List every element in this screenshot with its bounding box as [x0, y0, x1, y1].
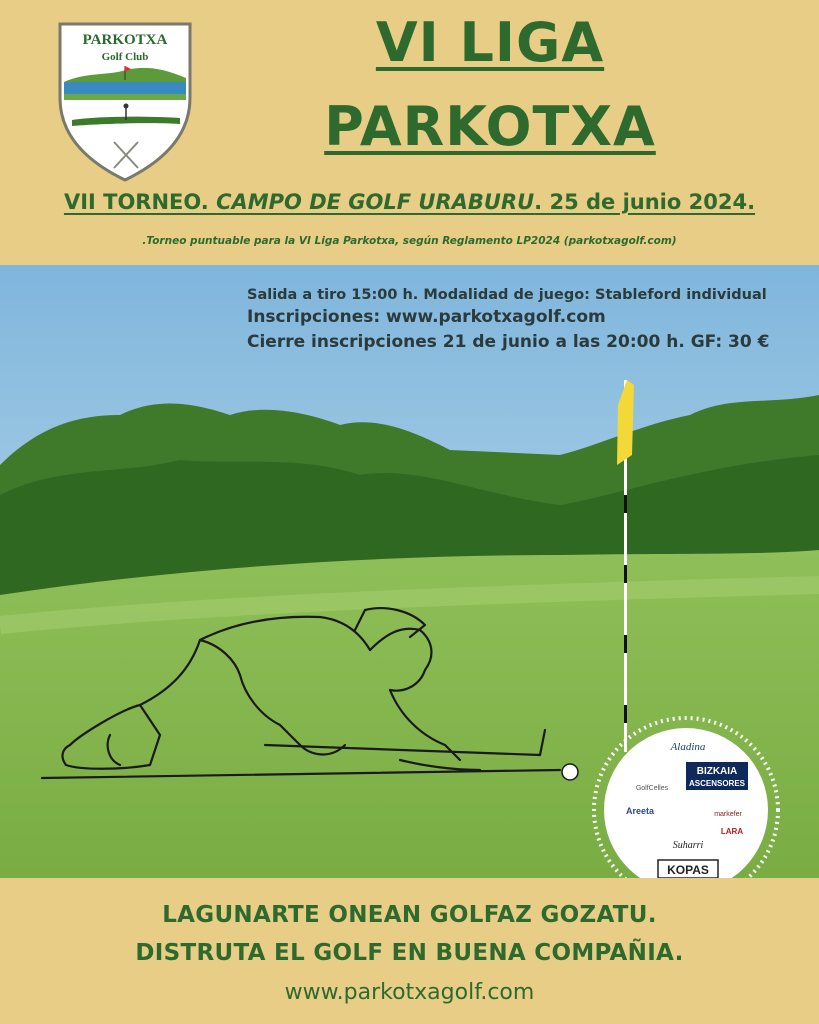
ranking-note: .Torneo puntuable para la VI Liga Parkotxa, según Reglamento LP2024 (parkotxagolf.com) [142, 235, 677, 247]
title-line-1: VI LIGA [375, 11, 605, 74]
main-title [300, 12, 680, 158]
sponsor-suharri: Suharri [672, 840, 704, 851]
subtitle-venue: CAMPO DE GOLF URABURU [216, 190, 535, 214]
sponsor-bizkaia-1: BIZKAIA [696, 766, 738, 777]
slogan-line-1: LAGUNARTE ONEAN GOLFAZ GOZATU. [162, 902, 657, 928]
info-line-2: Inscripciones: www.parkotxagolf.com [247, 307, 606, 327]
club-logo [56, 20, 194, 182]
info-line-3: Cierre inscripciones 21 de junio a las 20:00 h. GF: 30 € [247, 332, 770, 352]
logo-subtitle: Golf Club [101, 51, 149, 63]
sponsors-badge [592, 716, 780, 904]
logo-name: PARKOTXA [82, 32, 168, 48]
sponsor-kopas: KOPAS [667, 863, 709, 877]
sponsor-aladina: Aladina [670, 741, 706, 753]
sponsor-golfcelles: GolfCelles [635, 785, 669, 792]
slogan-line-2: DISTRUTA EL GOLF EN BUENA COMPAÑIA. [135, 940, 684, 966]
tournament-subtitle [0, 190, 819, 214]
website-link[interactable]: www.parkotxagolf.com [284, 980, 535, 1005]
info-line-1: Salida a tiro 15:00 h. Modalidad de juego: Stableford individual [247, 287, 767, 303]
sponsor-markefer: markefer [714, 811, 742, 818]
sponsor-areeta: Areeta [625, 806, 655, 816]
title-line-2: PARKOTXA [324, 95, 656, 158]
subtitle-part-2: . 25 de junio 2024. [534, 190, 756, 214]
subtitle-part-1: VII TORNEO. [63, 190, 217, 214]
sponsor-bizkaia-2: ASCENSORES [688, 779, 746, 788]
sponsor-lara: LARA [720, 827, 744, 836]
tournament-info [247, 285, 769, 355]
